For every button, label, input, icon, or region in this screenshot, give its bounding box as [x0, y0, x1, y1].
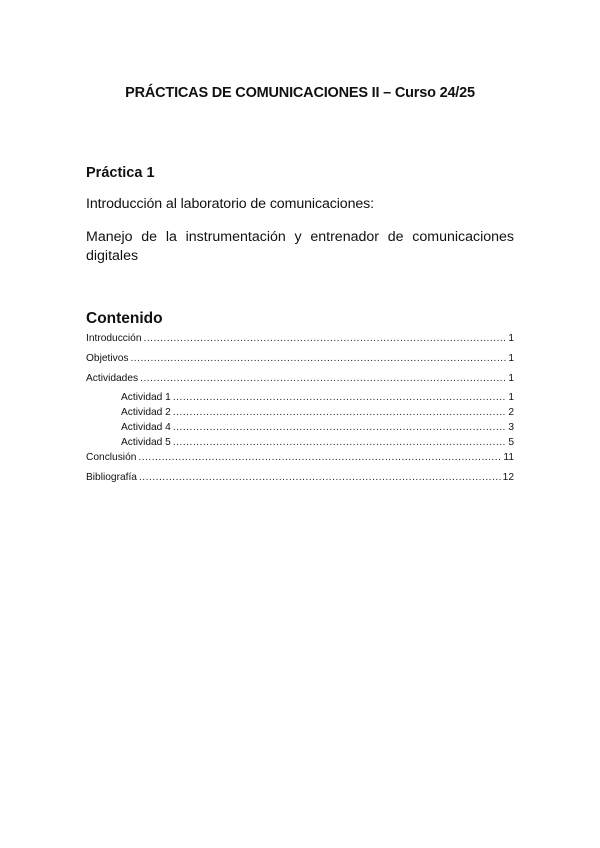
toc-entry-actividad-4[interactable]: [121, 422, 514, 433]
practice-description: Manejo de la instrumentación y entrenador de comunicaciones digitales: [86, 229, 514, 264]
toc-entry-conclusion[interactable]: [86, 452, 514, 463]
toc-leader-dots: [173, 437, 506, 448]
toc-entry-page: 1: [508, 392, 514, 403]
toc-entry-objetivos[interactable]: [86, 353, 514, 364]
toc-entry-title: Introducción: [86, 333, 142, 344]
toc-entry-page: 1: [508, 333, 514, 344]
toc-entry-page: 1: [508, 353, 514, 364]
toc-entry-title: Actividad 5: [121, 437, 171, 448]
toc-entry-actividades[interactable]: [86, 373, 514, 384]
toc-entry-title: Actividad 4: [121, 422, 171, 433]
toc-leader-dots: [138, 452, 501, 463]
toc-entry-page: 11: [503, 452, 514, 463]
toc-entry-title: Actividades: [86, 373, 139, 384]
toc-leader-dots: [173, 422, 506, 433]
toc-entry-actividad-1[interactable]: [121, 392, 514, 403]
toc-entry-title: Objetivos: [86, 353, 129, 364]
toc-heading: Contenido: [86, 310, 163, 327]
toc-leader-dots: [173, 392, 506, 403]
toc-entry-title: Bibliografía: [86, 472, 137, 483]
toc-leader-dots: [144, 333, 507, 344]
toc-entry-bibliografia[interactable]: [86, 472, 514, 483]
toc-entry-page: 1: [508, 373, 514, 384]
toc-entry-actividad-5[interactable]: [121, 437, 514, 448]
toc-entry-page: 3: [508, 422, 514, 433]
toc-entry-title: Actividad 1: [121, 392, 171, 403]
document-title: PRÁCTICAS DE COMUNICACIONES II – Curso 24/25: [125, 85, 475, 101]
toc-leader-dots: [130, 353, 506, 364]
toc-entry-page: 5: [508, 437, 514, 448]
toc-entry-title: Actividad 2: [121, 407, 171, 418]
toc-entry-title: Conclusión: [86, 452, 137, 463]
toc-entry-introduccion[interactable]: [86, 333, 514, 344]
toc-entry-actividad-2[interactable]: [121, 407, 514, 418]
toc-leader-dots: [139, 472, 501, 483]
toc-entry-page: 12: [502, 472, 514, 483]
toc-leader-dots: [140, 373, 506, 384]
toc-leader-dots: [173, 407, 506, 418]
practice-heading: Práctica 1: [86, 165, 155, 181]
practice-subtitle: Introducción al laboratorio de comunicaciones:: [86, 196, 374, 212]
toc-entry-page: 2: [508, 407, 514, 418]
